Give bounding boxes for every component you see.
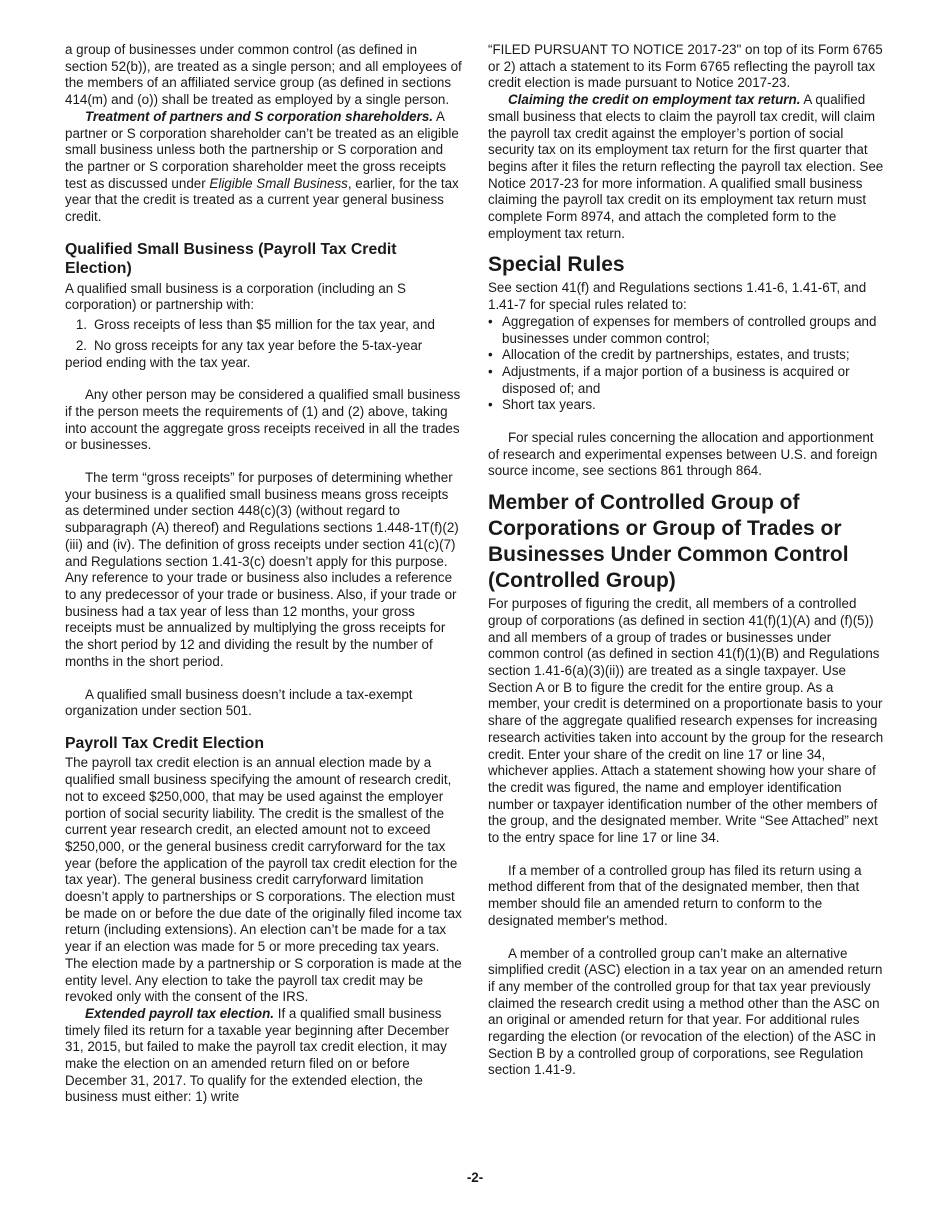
bullet-item: • Allocation of the credit by partnerships, estates, and trusts; [488,347,886,364]
cross-reference: Eligible Small Business [209,175,348,191]
list-item [65,317,463,334]
text-run: A partner or S corporation shareholder can’t be treated as an eligible small business unless both the partnership or S corporation and the partner or S corporation shareholder meet the gross receipts test as discussed under [65,108,459,191]
numbered-list [65,317,463,371]
bullet-item: • Aggregation of expenses for members of controlled groups and businesses under common control; [488,314,886,347]
page-number: -2- [466,1170,484,1185]
text-run: A qualified small business that elects to claim the payroll tax credit, will claim the payroll tax credit against the employer’s portion of social security tax on its employment tax return for the first quarter that begins after it files the return reflecting the payroll tax election. See Notice 2017-23 for more information. A qualified small business claiming the payroll tax credit on its employment tax return must complete Form 8974, and attach the completed form to the employment tax return. [488,92,884,241]
bullet-list [488,314,886,414]
run-in-heading-partners: Treatment of partners and S corporation shareholders. [85,108,433,124]
text-run: , earlier, for the tax year that the credit is treated as a current year general business credit. [65,175,459,225]
list-number: 2. [75,337,87,353]
list-text: Gross receipts of less than $5 million for the tax year, and [94,317,435,333]
paragraph-gross-receipts: The term “gross receipts” for purposes of determining whether your business is a qualified small business means gross receipts as determined under section 448(c)(3) (without regard to subparagraph (A) thereof) and Regulations sections 1.448-1T(f)(2)(iii) and (iv). The definition of gross receipts under section 41(c)(7) and Regulations section 1.41-3(c) doesn’t apply for this purpose. Any reference to your trade or business also includes a reference to any predecessor of your trade or business. Also, if your trade or business had a tax year of less than 12 months, your gross receipts must be annualized by multiplying the gross receipts for the short period by 12 and dividing the result by the number of months in the short period. [65,470,459,669]
paragraph-partners-shareholders [65,109,463,226]
paragraph-affiliated-groups: a group of businesses under common control (as defined in section 52(b)), are treated as a single person; and all employees of the members of an affiliated service group (as defined in sections 414(m) and (o)) shall be treated as employed by a single person. [65,42,462,108]
bullet-item: • Short tax years. [488,397,886,414]
paragraph-controlled-group-credit: For purposes of figuring the credit, all members of a controlled group of corporations (as defined in section 41(f)(1)(A) and (f)(5)) and all members of a group of trades or businesses under common control (as defined in section 41(f)(1)(B) and Regulations section 1.41-6(a)(3)(ii)) are treated as a single taxpayer. Use Section A or B to figure the credit for the entire group. As a member, your credit is determined on a proportionate basis to your share of the aggregate qualified research expenses for increasing research activities taken into account by the group for the research credit. Enter your share of the credit on line 17 or line 34, whichever applies. Attach a statement showing how your share of the credit was figured, the name and employer identification number or taxpayer identification number of the other members of the group, and the designated member. Write “See Attached” next to the entry space for line 17 or line 34. [488,596,884,846]
paragraph-qsb-intro: A qualified small business is a corporation (including an S corporation) or partnership with: [65,280,406,313]
paragraph-extended-election [65,1006,463,1106]
paragraph-other-person: Any other person may be considered a qualified small business if the person meets the requirements of (1) and (2) above, taking into account the aggregate gross receipts received in all the trades or businesses. [65,387,461,453]
left-column [65,42,463,1106]
list-text: No gross receipts for any tax year before the 5-tax-year period ending with the tax year. [65,337,423,370]
right-column [488,42,886,1079]
paragraph-filed-pursuant: “FILED PURSUANT TO NOTICE 2017-23" on top of its Form 6765 or 2) attach a statement to its Form 6765 reflecting the payroll tax credit election is made pursuant to Notice 2017-23. [488,42,883,91]
section-heading-special-rules: Special Rules [488,253,625,277]
run-in-heading-extended: Extended payroll tax election. [85,1005,275,1021]
paragraph-asc-election: A member of a controlled group can’t make an alternative simplified credit (ASC) election in a tax year on an amended return if any member of the controlled group for that tax year previously claimed the research credit using a method other than the ASC on an original or amended return for that year. For additional rules regarding the election (or revocation of the election) of the ASC in Section B by a controlled group of corporations, see Regulation section 1.41-9. [488,945,883,1078]
paragraph-payroll-election: The payroll tax credit election is an annual election made by a qualified small business specifying the amount of research credit, not to exceed $250,000, that may be used against the employer portion of social security liability. The credit is the smallest of the current year research credit, an elected amount not to exceed $250,000, or the general business credit carryforward for the tax year (before the application of the payroll tax credit election for the tax year). The general business credit carryforward limitation doesn’t apply to partnerships or S corporations. The election must be made on or before the due date of the originally filed income tax return (including extensions). An election can’t be made for a tax year if an election was made for 5 or more preceding tax years. The election made by a partnership or S corporation is made at the entity level. Any election to take the payroll tax credit may be revoked only with the consent of the IRS. [65,755,462,1005]
paragraph-claiming-credit [488,92,886,242]
paragraph-special-intro: See section 41(f) and Regulations sections 1.41-6, 1.41-6T, and 1.41-7 for special rules related to: [488,280,867,313]
section-heading-payroll-tax-credit-election: Payroll Tax Credit Election [65,734,264,752]
paragraph-tax-exempt: A qualified small business doesn’t include a tax-exempt organization under section 501. [65,686,413,719]
run-in-heading-claiming: Claiming the credit on employment tax return. [508,92,801,108]
paragraph-amended-return: If a member of a controlled group has filed its return using a method different from that of the designated member, then that member should file an amended return to conform to the designated member's method. [488,862,862,928]
text-run: If a qualified small business timely filed its return for a taxable year beginning after December 31, 2015, but failed to make the payroll tax credit election, it may make the election on an amended return filed on or before December 31, 2017. To qualify for the extended election, the business must either: 1) write [65,1005,450,1105]
section-heading-controlled-group: Member of Controlled Group of Corporations or Group of Trades or Businesses Under Common Control (Controlled Group) [488,491,849,593]
paragraph-foreign-source: For special rules concerning the allocation and apportionment of research and experimental expenses between U.S. and foreign source income, see sections 861 through 864. [488,430,878,479]
list-number: 1. [75,317,87,333]
bullet-item: • Adjustments, if a major portion of a business is acquired or disposed of; and [488,364,886,397]
section-heading-qualified-small-business: Qualified Small Business (Payroll Tax Credit Election) [65,240,397,278]
list-item [65,338,463,371]
